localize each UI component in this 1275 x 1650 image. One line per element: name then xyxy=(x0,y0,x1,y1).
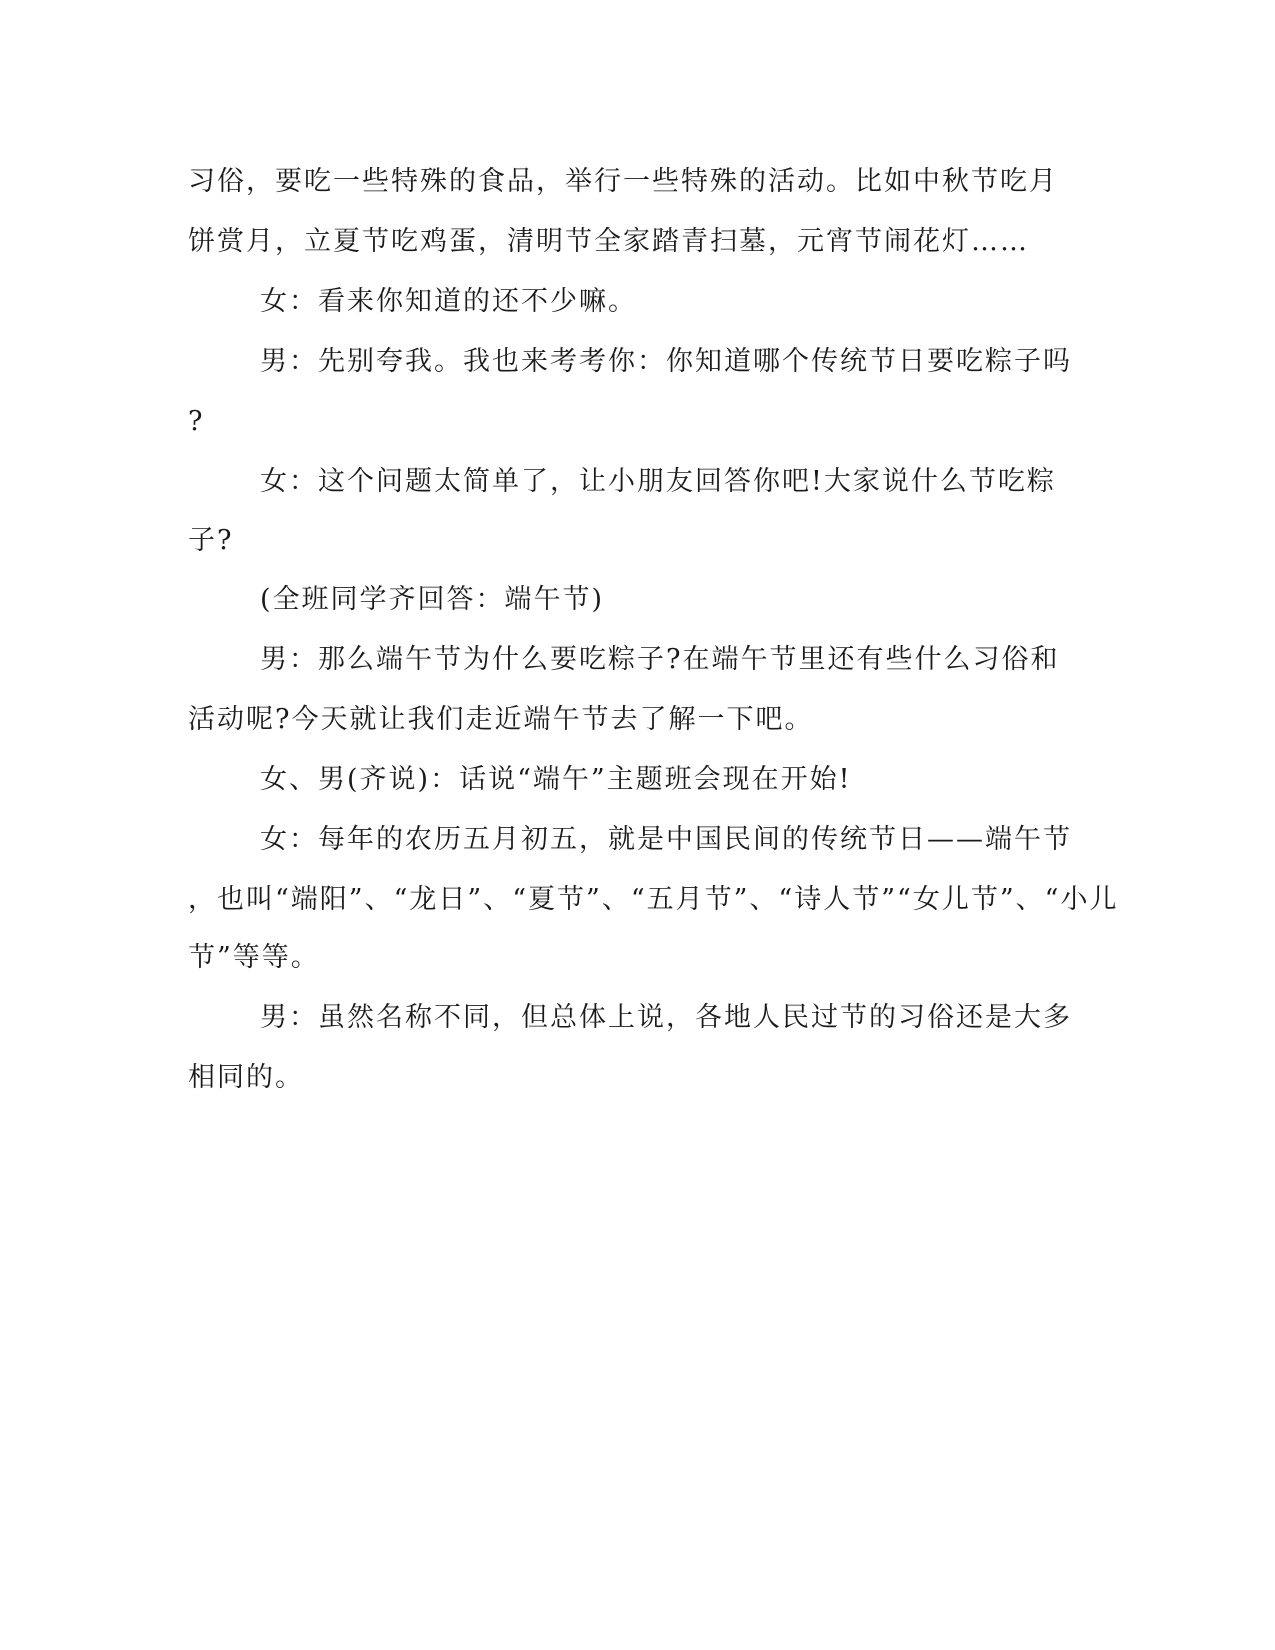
text-line-5: ? xyxy=(188,406,205,437)
text-line-15: 男：虽然名称不同，但总体上说，各地人民过节的习俗还是大多 xyxy=(260,1002,1072,1033)
text-line-6: 女：这个问题太简单了，让小朋友回答你吧!大家说什么节吃粽 xyxy=(260,466,1056,497)
text-line-7: 子? xyxy=(188,525,234,556)
text-line-1: 习俗，要吃一些特殊的食品，举行一些特殊的活动。比如中秋节吃月 xyxy=(188,166,1058,197)
text-line-13: ，也叫“端阳”、“龙日”、“夏节”、“五月节”、“诗人节”“女儿节”、“小儿 xyxy=(188,884,1119,915)
text-line-16: 相同的。 xyxy=(188,1062,304,1093)
text-line-14: 节”等等。 xyxy=(188,942,320,973)
text-line-12: 女：每年的农历五月初五，就是中国民间的传统节日——端午节 xyxy=(260,824,1072,855)
text-line-11: 女、男(齐说)：话说“端午”主题班会现在开始! xyxy=(260,764,852,795)
text-line-2: 饼赏月，立夏节吃鸡蛋，清明节全家踏青扫墓，元宵节闹花灯…… xyxy=(188,226,1029,257)
text-line-4: 男：先别夸我。我也来考考你：你知道哪个传统节日要吃粽子吗 xyxy=(260,346,1072,377)
text-line-3: 女：看来你知道的还不少嘛。 xyxy=(260,286,637,317)
text-line-9: 男：那么端午节为什么要吃粽子?在端午节里还有些什么习俗和 xyxy=(260,644,1060,675)
text-line-10: 活动呢?今天就让我们走近端午节去了解一下吧。 xyxy=(188,704,814,735)
text-line-8: (全班同学齐回答：端午节) xyxy=(260,584,605,615)
